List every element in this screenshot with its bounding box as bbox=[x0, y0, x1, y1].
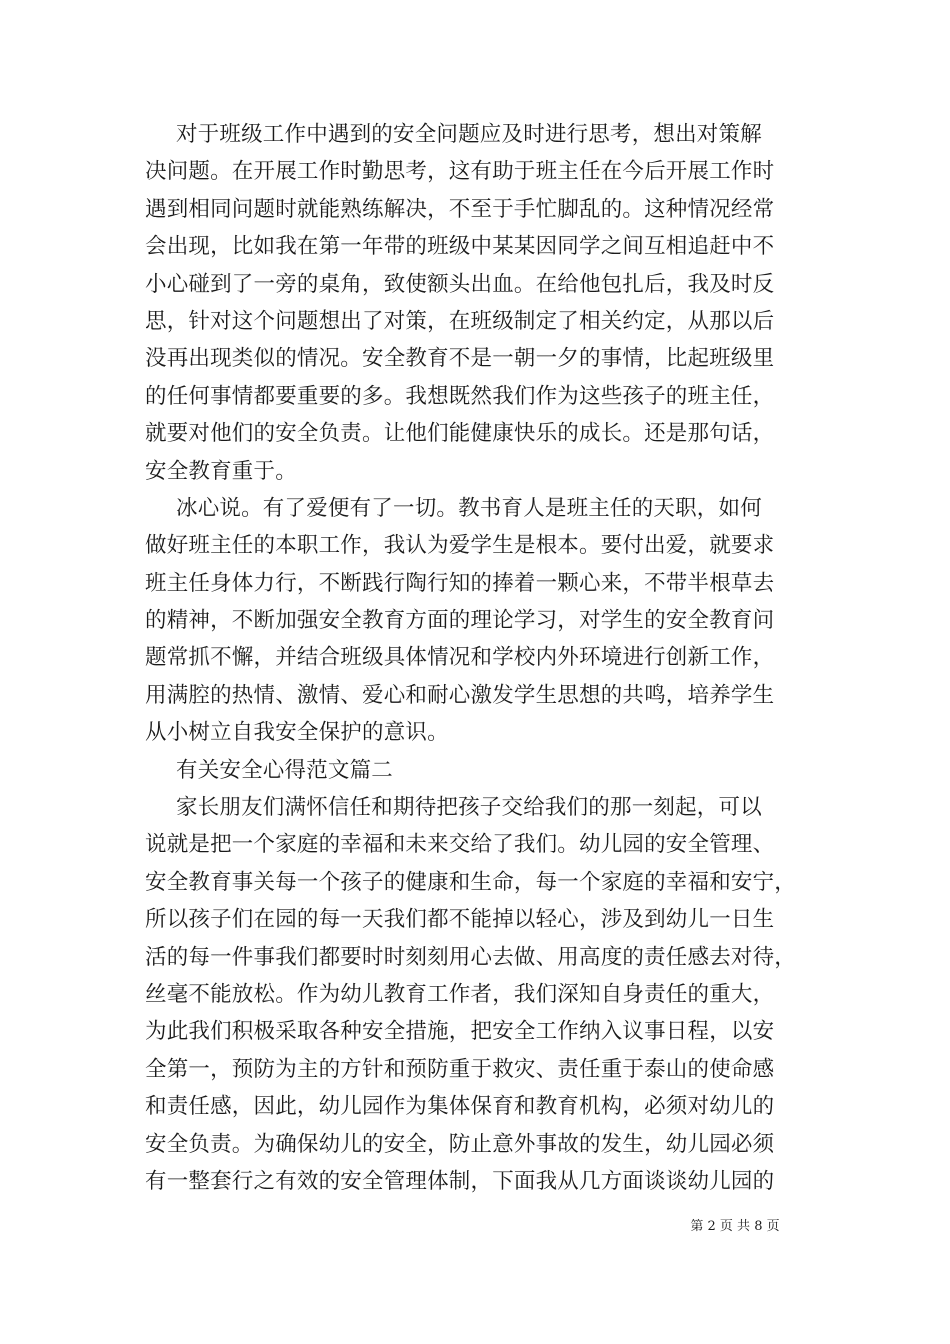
paragraph-2-line-6: 用满腔的热情、激情、爱心和耐心激发学生思想的共鸣，培养学生 bbox=[145, 682, 775, 708]
page-number-footer: 第 2 页 共 8 页 bbox=[690, 1219, 780, 1234]
paragraph-2-line-5: 题常抓不懈，并结合班级具体情况和学校内外环境进行创新工作， bbox=[145, 645, 775, 671]
paragraph-3-line-6: 丝毫不能放松。作为幼儿教育工作者，我们深知自身责任的重大， bbox=[145, 981, 775, 1007]
paragraph-3-line-11: 有一整套行之有效的安全管理体制，下面我从几方面谈谈幼儿园的 bbox=[145, 1168, 775, 1194]
paragraph-3-line-8: 全第一，预防为主的方针和预防重于救灾、责任重于泰山的使命感 bbox=[145, 1056, 775, 1082]
paragraph-1-line-3: 遇到相同问题时就能熟练解决，不至于手忙脚乱的。这种情况经常 bbox=[145, 196, 775, 222]
paragraph-3-line-7: 为此我们积极采取各种安全措施，把安全工作纳入议事日程，以安 bbox=[145, 1019, 775, 1045]
paragraph-3-line-1: 家长朋友们满怀信任和期待把孩子交给我们的那一刻起，可以 bbox=[176, 795, 762, 821]
paragraph-2-line-3: 班主任身体力行，不断践行陶行知的捧着一颗心来，不带半根草去 bbox=[145, 570, 775, 596]
paragraph-1-line-9: 就要对他们的安全负责。让他们能健康快乐的成长。还是那句话， bbox=[145, 421, 775, 447]
paragraph-3-line-4: 所以孩子们在园的每一天我们都不能掉以轻心，涉及到幼儿一日生 bbox=[145, 907, 775, 933]
paragraph-3-line-10: 安全负责。为确保幼儿的安全，防止意外事故的发生，幼儿园必须 bbox=[145, 1131, 775, 1157]
paragraph-2-line-1: 冰心说。有了爱便有了一切。教书育人是班主任的天职，如何 bbox=[176, 495, 762, 521]
paragraph-1-line-1: 对于班级工作中遇到的安全问题应及时进行思考，想出对策解 bbox=[176, 122, 762, 147]
paragraph-3-line-9: 和责任感，因此，幼儿园作为集体保育和教育机构，必须对幼儿的 bbox=[145, 1094, 775, 1120]
paragraph-1-line-2: 决问题。在开展工作时勤思考，这有助于班主任在今后开展工作时 bbox=[145, 159, 775, 185]
paragraph-3-line-2: 说就是把一个家庭的幸福和未来交给了我们。幼儿园的安全管理、 bbox=[145, 832, 775, 858]
paragraph-1-line-4: 会出现，比如我在第一年带的班级中某某因同学之间互相追赶中不 bbox=[145, 234, 775, 260]
paragraph-3-line-3: 安全教育事关每一个孩子的健康和生命，每一个家庭的幸福和安宁， bbox=[145, 869, 797, 895]
paragraph-1-line-8: 的任何事情都要重要的多。我想既然我们作为这些孩子的班主任， bbox=[145, 383, 775, 409]
paragraph-1-line-5: 小心碰到了一旁的桌角，致使额头出血。在给他包扎后，我及时反 bbox=[145, 271, 775, 297]
paragraph-1-line-10: 安全教育重于。 bbox=[145, 458, 297, 484]
paragraph-3-line-5: 活的每一件事我们都要时时刻刻用心去做、用高度的责任感去对待， bbox=[145, 944, 797, 970]
paragraph-2-line-2: 做好班主任的本职工作，我认为爱学生是根本。要付出爱，就要求 bbox=[145, 533, 775, 559]
body-text bbox=[145, 116, 825, 1200]
section-heading: 有关安全心得范文篇二 bbox=[176, 757, 394, 783]
paragraph-2-line-4: 的精神，不断加强安全教育方面的理论学习，对学生的安全教育问 bbox=[145, 608, 775, 634]
paragraph-2-line-7: 从小树立自我安全保护的意识。 bbox=[145, 720, 449, 746]
paragraph-1-line-7: 没再出现类似的情况。安全教育不是一朝一夕的事情，比起班级里 bbox=[145, 346, 775, 372]
paragraph-1-line-6: 思，针对这个问题想出了对策，在班级制定了相关约定，从那以后 bbox=[145, 308, 775, 334]
